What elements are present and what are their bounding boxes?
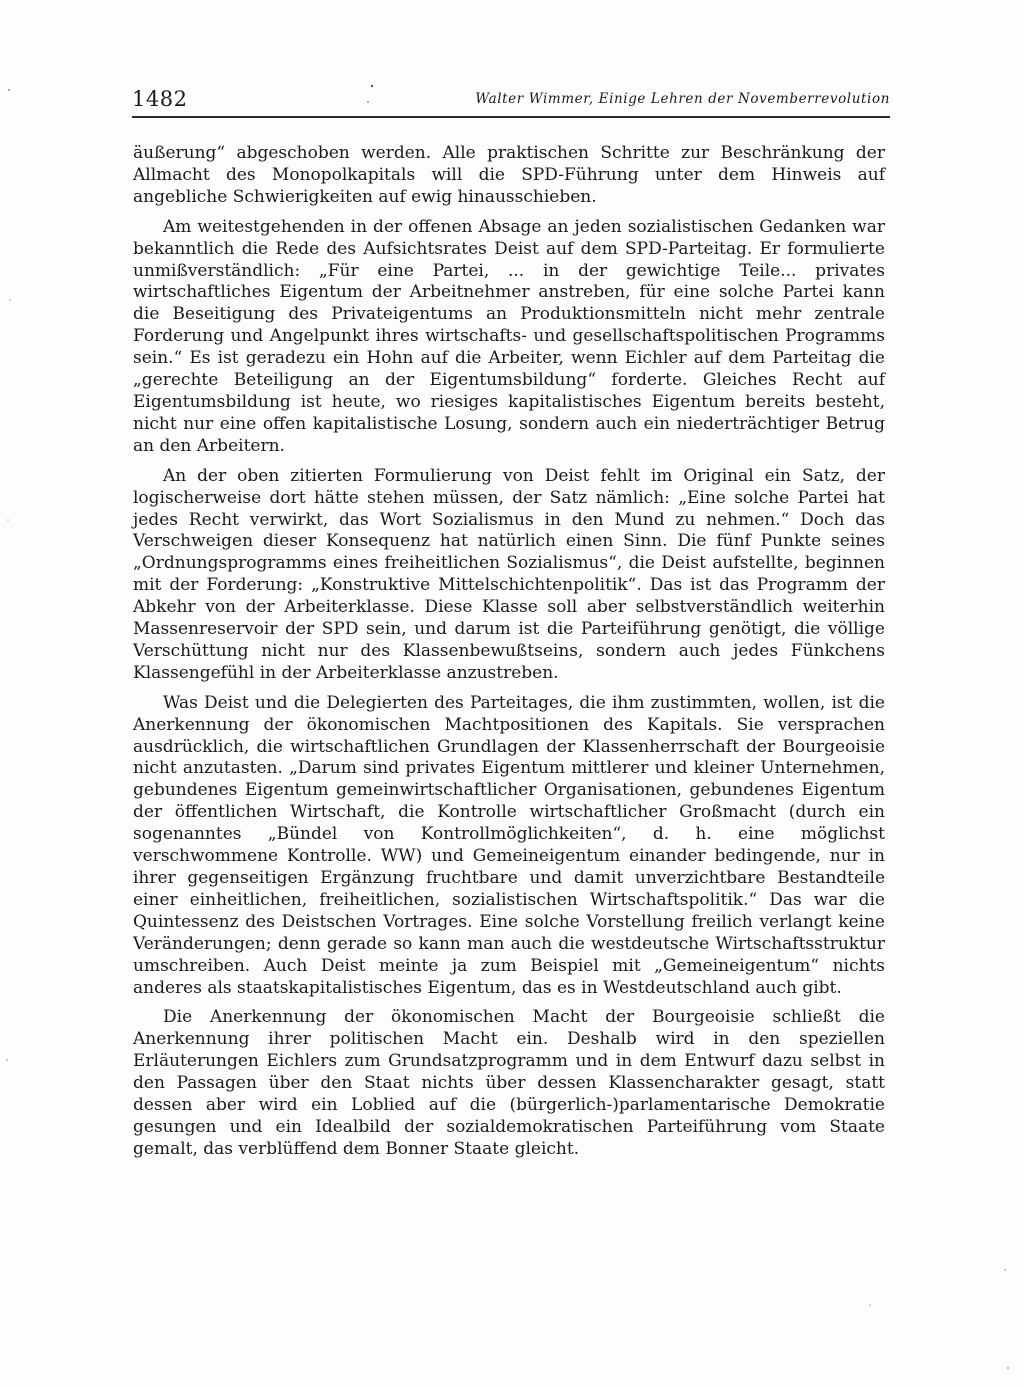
paragraph-1: äußerung“ abgeschoben werden. Alle praktischen Schritte zur Beschränkung der Allmacht des Monopolkapitals will die SPD-Führung unter dem Hinweis auf angebliche Schwierigkeiten auf ewig hinausschieben. (133, 143, 885, 207)
scan-speck (8, 89, 10, 91)
page-header (132, 86, 890, 118)
scan-speck (6, 1059, 8, 1061)
scan-speck (869, 1304, 871, 1306)
body-text (133, 143, 885, 1169)
paragraph-5: Die Anerkennung der ökonomischen Macht der Bourgeoisie schließt die Anerkennung ihrer politischen Macht ein. Deshalb wird in den speziellen Erläuterungen Eichlers zum Grundsatzprogramm und in dem Entwurf dazu selbst in den Passagen über den Staat nichts über dessen Klassencharakter gesagt, statt dessen aber wird ein Loblied auf die (bürgerlich-)parlamentarische Demokratie gesungen und ein Idealbild der sozialdemokratischen Parteiführung vom Staate gemalt, das verblüffend dem Bonner Staate gleicht. (133, 1007, 885, 1159)
scan-speck (9, 299, 11, 301)
running-title: Walter Wimmer, Einige Lehren der Novemberrevolution (475, 91, 890, 107)
paragraph-3: An der oben zitierten Formulierung von Deist fehlt im Original ein Satz, der logischerweise dort hätte stehen müssen, der Satz nämlich: „Eine solche Partei hat jedes Recht verwirkt, das Wort Sozialismus in den Mund zu nehmen.“ Doch das Verschweigen dieser Konsequenz hat natürlich einen Sinn. Die fünf Punkte seines „Ordnungsprogramms eines freiheitlichen Sozialismus“, die Deist aufstellte, beginnen mit der Forderung: „Konstruktive Mittelschichtenpolitik“. Das ist das Programm der Abkehr von der Arbeiterklasse. Diese Klasse soll aber selbstverständlich weiterhin Massenreservoir der SPD sein, und darum ist die Parteiführung genötigt, die völlige Verschüttung nicht nur des Klassenbewußtseins, sondern auch jedes Fünkchens Klassengefühl in der Arbeiterklasse anzustreben. (133, 465, 885, 683)
scan-speck (1004, 1269, 1006, 1271)
scan-speck (7, 519, 9, 521)
scan-speck (1007, 1367, 1009, 1369)
paragraph-2: Am weitestgehenden in der offenen Absage an jeden sozialistischen Gedanken war bekanntlich die Rede des Aufsichtsrates Deist auf dem SPD-Parteitag. Er formulierte unmißverständlich: „Für eine Partei, ... in der gewichtige Teile... privates wirtschaftliches Eigentum der Arbeitnehmer anstreben, für eine solche Partei kann die Beseitigung des Privateigentums an Produktionsmitteln nicht mehr zentrale Forderung und Angelpunkt ihres wirtschafts- und gesellschaftspolitischen Programms sein.“ Es ist geradezu ein Hohn auf die Arbeiter, wenn Eichler auf dem Parteitag die „gerechte Beteiligung an der Eigentumsbildung“ forderte. Gleiches Recht auf Eigentumsbildung ist heute, wo riesiges kapitalistisches Eigentum bereits besteht, nicht nur eine offen kapitalistische Losung, sondern auch ein niederträchtiger Betrug an den Arbeitern. (133, 216, 885, 456)
page-number: 1482 (132, 87, 188, 111)
paragraph-4: Was Deist und die Delegierten des Parteitages, die ihm zustimmten, wollen, ist die Anerkennung der ökonomischen Machtpositionen des Kapitals. Sie versprachen ausdrücklich, die wirtschaftlichen Grundlagen der Klassenherrschaft der Bourgeoisie nicht anzutasten. „Darum sind privates Eigentum mittlerer und kleiner Unternehmen, gebundenes Eigentum gemeinwirtschaftlicher Organisationen, gebundenes Eigentum der öffentlichen Wirtschaft, die Kontrolle wirtschaftlicher Großmacht (durch ein sogenanntes „Bündel von Kontrollmöglichkeiten“, d. h. eine möglichst verschwommene Kontrolle. WW) und Gemeineigentum einander bedingende, nur in ihrer gegenseitigen Ergänzung fruchtbare und damit unverzichtbare Bestandteile einer einheitlichen, freiheitlichen, sozialistischen Wirtschaftspolitik.“ Das war die Quintessenz des Deistschen Vortrages. Eine solche Vorstellung freilich verlangt keine Veränderungen; denn gerade so kann man auch die westdeutsche Wirtschaftsstruktur umschreiben. Auch Deist meinte ja zum Beispiel mit „Gemeineigentum“ nichts anderes als staatskapitalistisches Eigentum, das es in Westdeutschland auch gibt. (133, 692, 885, 998)
